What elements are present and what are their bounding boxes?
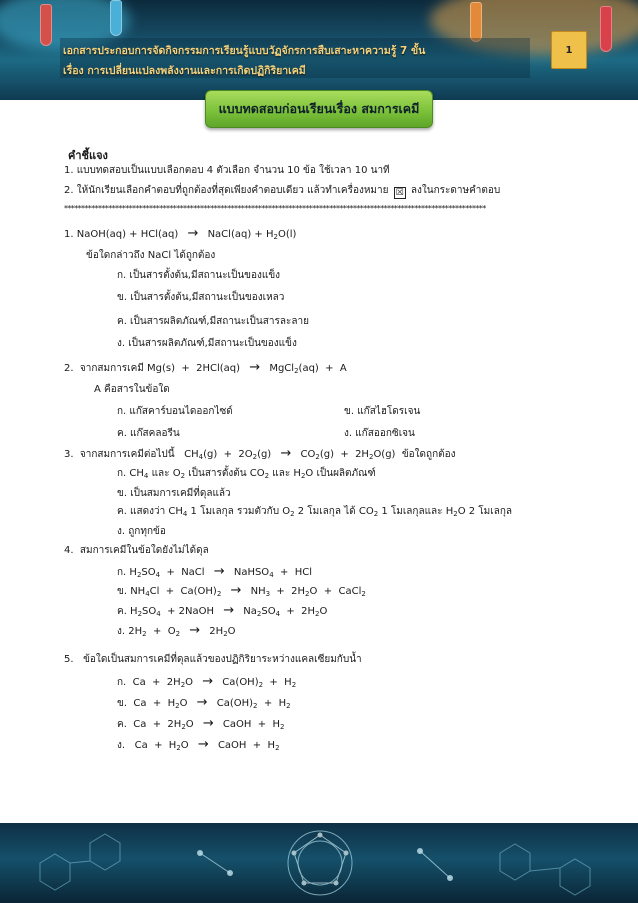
- question-2-choice-c: ค. แก๊สคลอรีน: [117, 428, 180, 439]
- arrow-right-icon: →: [189, 623, 201, 638]
- page-title: แบบทดสอบก่อนเรียนเรื่อง สมการเคมี: [205, 90, 433, 128]
- question-2-choice-a: ก. แก๊สคาร์บอนไดออกไซด์: [117, 406, 233, 417]
- question-5-choice-c: ค. $Ca + 2H_2O$ → CaOH + $H_2$: [117, 716, 285, 731]
- question-5-prompt-line: [64, 654, 362, 666]
- question-3-choice-b: ข. เป็นสมการเคมีที่ดุลแล้ว: [117, 488, 231, 499]
- instruction-item-2: [64, 185, 500, 199]
- header-line-2: เรื่อง การเปลี่ยนแปลงพลังงานและการเกิดปฏิกิริยาเคมี: [63, 65, 306, 77]
- question-5-choice-b: ข. $Ca + H_2O \to Ca(OH)_2 + H_2$: [117, 695, 291, 710]
- question-1-equation: 1. NaOH(aq) + HCl(aq) → NaCl(aq) + $H_2O(l)$: [64, 226, 297, 241]
- question-4-prompt: สมการเคมีในข้อใดยังไม่ได้ดุล: [79, 545, 209, 556]
- question-2-choice-b: ข. แก๊สไฮโดรเจน: [344, 406, 421, 417]
- arrow-right-icon: →: [230, 583, 242, 598]
- arrow-right-icon: →: [187, 226, 199, 241]
- test-tube-illustration: [110, 0, 122, 36]
- question-2-choice-d: ง. แก๊สออกซิเจน: [344, 428, 415, 439]
- question-3-tail: ข้อใดถูกต้อง: [401, 449, 456, 460]
- question-2-equation: 2. จากสมการเคมี Mg(s) + 2HCl(aq) → MgCl$_2$(aq) + A: [64, 360, 347, 375]
- question-5-prompt: ข้อใดเป็นสมการเคมีที่ดุลแล้วของปฏิกิริยาระหว่างแคลเซียมกับน้ำ: [83, 654, 362, 665]
- question-1-choice-a: ก. เป็นสารตั้งต้น,มีสถานะเป็นของแข็ง: [117, 270, 281, 281]
- question-4-number: 4.: [64, 545, 74, 556]
- arrow-right-icon: →: [249, 360, 261, 375]
- arrow-right-icon: →: [202, 674, 214, 689]
- instruction-item-2-text: 2. ให้นักเรียนเลือกคำตอบที่ถูกต้องที่สุดเพียงคำตอบเดียว แล้วทำเครื่องหมาย: [64, 185, 389, 196]
- question-1-number: 1.: [64, 229, 74, 240]
- question-1-prompt: ข้อใดกล่าวถึง NaCl ได้ถูกต้อง: [86, 250, 216, 261]
- question-2-number: 2.: [64, 363, 74, 374]
- question-3-choice-a: ก. $CH_4$ และ $O_2$ เป็นสารตั้งต้น $CO_2$ และ $H_2O$ เป็นผลิตภัณฑ์: [117, 468, 376, 480]
- header-line-1: เอกสารประกอบการจัดกิจกรรมการเรียนรู้แบบวัฏจักรการสืบเสาะหาความรู้ 7 ขั้น: [63, 45, 426, 57]
- question-5-choice-a: ก. $Ca + 2H_2O \to Ca(OH)_2 + H_2$: [117, 674, 297, 689]
- arrow-right-icon: →: [202, 716, 214, 731]
- question-4-choice-d: ง. $2H_2 + O_2 \to 2H_2O$: [117, 623, 236, 638]
- question-3-number: 3.: [64, 449, 74, 460]
- arrow-right-icon: →: [196, 695, 208, 710]
- arrow-right-icon: →: [197, 737, 209, 752]
- arrow-right-icon: →: [280, 446, 292, 461]
- question-4-choice-b: ข. $NH_4Cl + Ca(OH)_2 \to NH_3 + 2H_2O$ + CaCl$_2$: [117, 583, 366, 598]
- separator: ****************************************************************************************************************************: [64, 204, 486, 213]
- test-tube-illustration: [600, 6, 612, 52]
- instruction-item-2-tail: ลงในกระดาษคำตอบ: [410, 185, 501, 196]
- test-tube-illustration: [40, 4, 52, 46]
- question-1-choice-c: ค. เป็นสารผลิตภัณฑ์,มีสถานะเป็นสารละลาย: [117, 316, 309, 327]
- question-5-number: 5.: [64, 654, 74, 665]
- question-1-choice-d: ง. เป็นสารผลิตภัณฑ์,มีสถานะเป็นของแข็ง: [117, 338, 297, 349]
- instruction-item-1: 1. แบบทดสอบเป็นแบบเลือกตอบ 4 ตัวเลือก จำนวน 10 ข้อ ใช้เวลา 10 นาที: [64, 165, 390, 176]
- question-4-prompt-line: [64, 545, 209, 557]
- footer-banner: [0, 823, 638, 903]
- question-5-choice-d: ง. $Ca + H_2O$ → CaOH + $H_2$: [117, 737, 280, 752]
- question-4-choice-c: ค. $H_2SO_4$ + 2NaOH → $Na_2SO_4 + 2H_2O$: [117, 603, 328, 618]
- question-4-choice-a: ก. $H_2SO_4$ + NaCl → NaHSO$_4$ + HCl: [117, 564, 313, 579]
- molecule-illustration: [0, 823, 638, 903]
- test-tube-illustration: [470, 2, 482, 42]
- arrow-right-icon: →: [223, 603, 235, 618]
- question-3-equation: 3. จากสมการเคมีต่อไปนี้ $CH_4(g) + 2O_2(g) \to CO_2(g) + 2H_2O(g)$ ข้อใดถูกต้อง: [64, 446, 456, 461]
- question-2-prompt: A คือสารในข้อใด: [94, 384, 170, 395]
- arrow-right-icon: →: [213, 564, 225, 579]
- page-number: 1: [551, 31, 587, 69]
- header-banner: [0, 0, 638, 100]
- question-3-choice-c: ค. แสดงว่า $CH_4$ 1 โมเลกุล รวมตัวกับ $O_2$ 2 โมเลกุล ได้ $CO_2$ 1 โมเลกุลและ $H_2O$ 2 โมเลกุล: [117, 506, 513, 518]
- question-1-choice-b: ข. เป็นสารตั้งต้น,มีสถานะเป็นของเหลว: [117, 292, 285, 303]
- question-2-lead: จากสมการเคมี: [79, 363, 144, 374]
- question-3-lead: จากสมการเคมีต่อไปนี้: [79, 449, 175, 460]
- question-3-choice-d: ง. ถูกทุกข้อ: [117, 526, 166, 537]
- instructions-heading: คำชี้แจง: [68, 149, 108, 162]
- checkbox-x-icon: ☒: [395, 188, 404, 198]
